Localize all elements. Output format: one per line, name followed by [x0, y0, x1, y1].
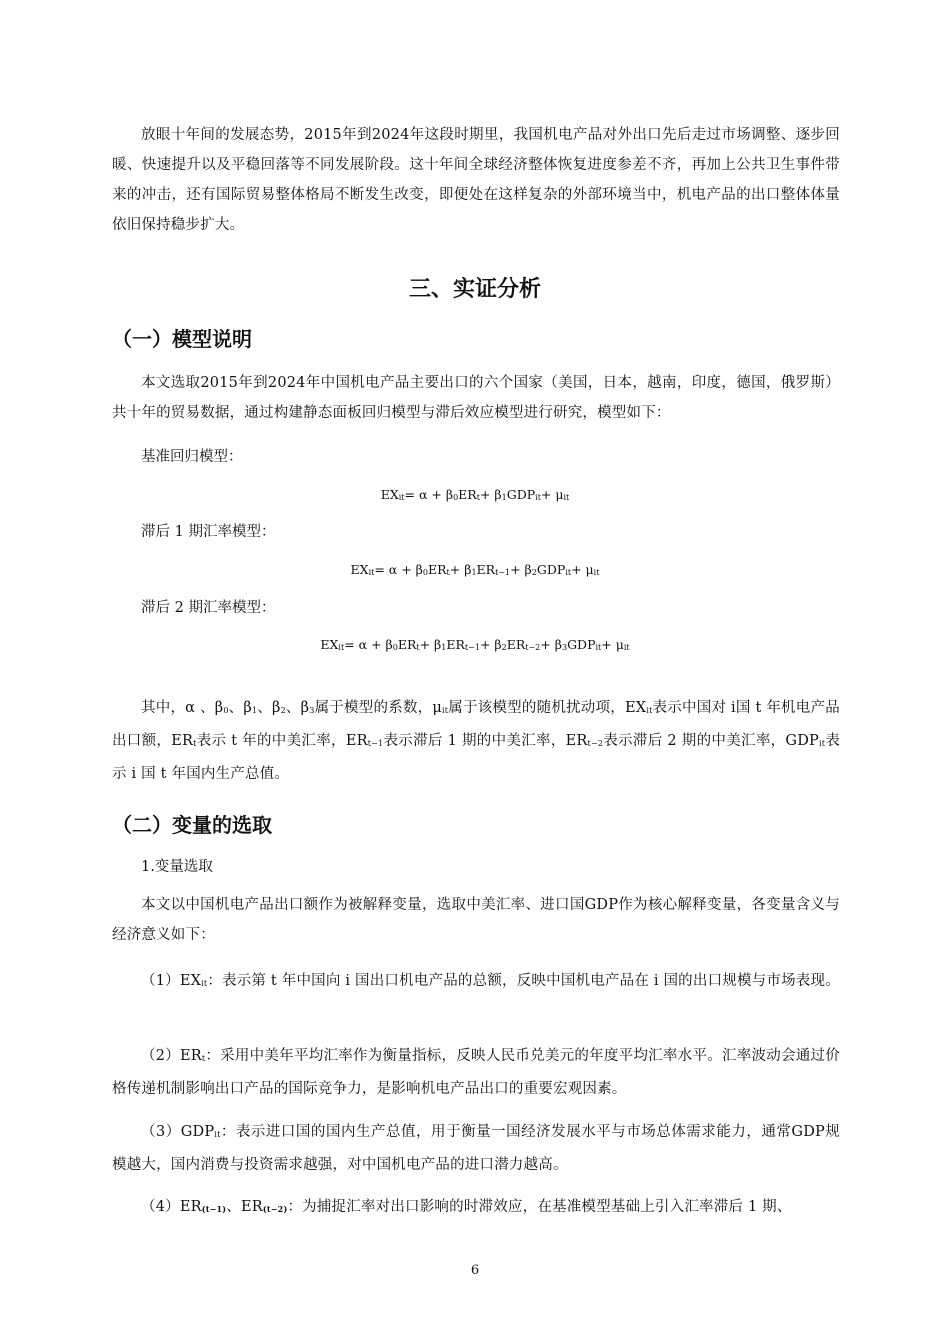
variable-ex: $(1)EX_{it}$：表示第 t 年中国向 i 国出口机电产品的总额，反映中国机电产品在 i 国的出口规模与市场表现。 — [141, 973, 840, 989]
equation-lag2: $EX_{it}= \alpha + \beta_0ER_t+ \beta_1ER_{t-1}+ \beta_2ER_{t-2}+ \beta_3GDP_{it}+ \mu_{it}$ — [320, 637, 630, 652]
page-number: 6 — [470, 1263, 480, 1278]
variable-er-lag: $(4)ER_{(t-1)}$、$ER_{(t-2)}$：为捕捉汇率对出口影响的时滞效应，在基准模型基础上引入汇率滞后 1 期、 — [141, 1199, 792, 1215]
section-title: 三、实证分析 — [408, 277, 541, 302]
variable-gdp: $(3)GDP_{it}$：表示进口国的国内生产总值，用于衡量一国经济发展水平与市场总体需求能力，通常GDP规模越大，国内消费与投资需求越强，对中国机电产品的进口潜力越高。 — [112, 1124, 840, 1173]
subsection-title-model: （一）模型说明 — [112, 327, 252, 351]
label-base-model: 基准回归模型： — [141, 449, 243, 465]
label-lag2-model: 滞后 2 期汇率模型： — [141, 600, 276, 616]
equation-lag1: $EX_{it}= \alpha + \beta_0ER_t+ \beta_1ER_{t-1}+ \beta_2GDP_{it}+ \mu_{it}$ — [350, 562, 600, 577]
equation-base: $EX_{it}= \alpha + \beta_0ER_t+ \beta_1GDP_{it}+ \mu_{it}$ — [380, 487, 570, 502]
paragraph-intro: 放眼十年间的发展态势，2015年到2024年这段时期里，我国机电产品对外出口先后走过市场调整、逐步回暖、快速提升以及平稳回落等不同发展阶段。这十年间全球经济整体恢复进度参差不齐，再加上公共卫生事件带来的冲击，还有国际贸易整体格局不断发生改变，即便处在这样复杂的外部环境当中，机电产品的出口整体体量依旧保持稳步扩大。 — [112, 127, 840, 233]
paragraph-model: 本文选取2015年到2024年中国机电产品主要出口的六个国家（美国，日本，越南，印度，德国，俄罗斯）共十年的贸易数据，通过构建静态面板回归模型与滞后效应模型进行研究，模型如下： — [112, 375, 840, 421]
label-lag1-model: 滞后 1 期汇率模型： — [141, 524, 276, 540]
paragraph-variables: 本文以中国机电产品出口额作为被解释变量，选取中美汇率、进口国GDP作为核心解释变量，各变量含义与经济意义如下： — [112, 897, 840, 943]
subsection-title-variables: （二）变量的选取 — [112, 813, 272, 837]
paragraph-definitions: 其中，α 、$\beta_0$、$\beta_1$、$\beta_2$、$\beta_3$属于模型的系数，$\mu_{it}$属于该模型的随机扰动项，$EX_{it}$表示中国对 i国 t 年机电产品出口额，$ER_t$表示 t 年的中美汇率，$ER_{t-1}$表示滞后 1 期的中美汇率，$ER_{t-2}$表示滞后 2 期的中美汇率，$GDP_{it}$表示 i 国 t 年国内生产总值。 — [112, 700, 841, 782]
item-variable-selection: 1.变量选取 — [141, 859, 213, 875]
variable-er: $(2)ER_t$：采用中美年平均汇率作为衡量指标，反映人民币兑美元的年度平均汇率水平。汇率波动会通过价格传递机制影响出口产品的国际竞争力，是影响机电产品出口的重要宏观因素。 — [112, 1048, 840, 1097]
